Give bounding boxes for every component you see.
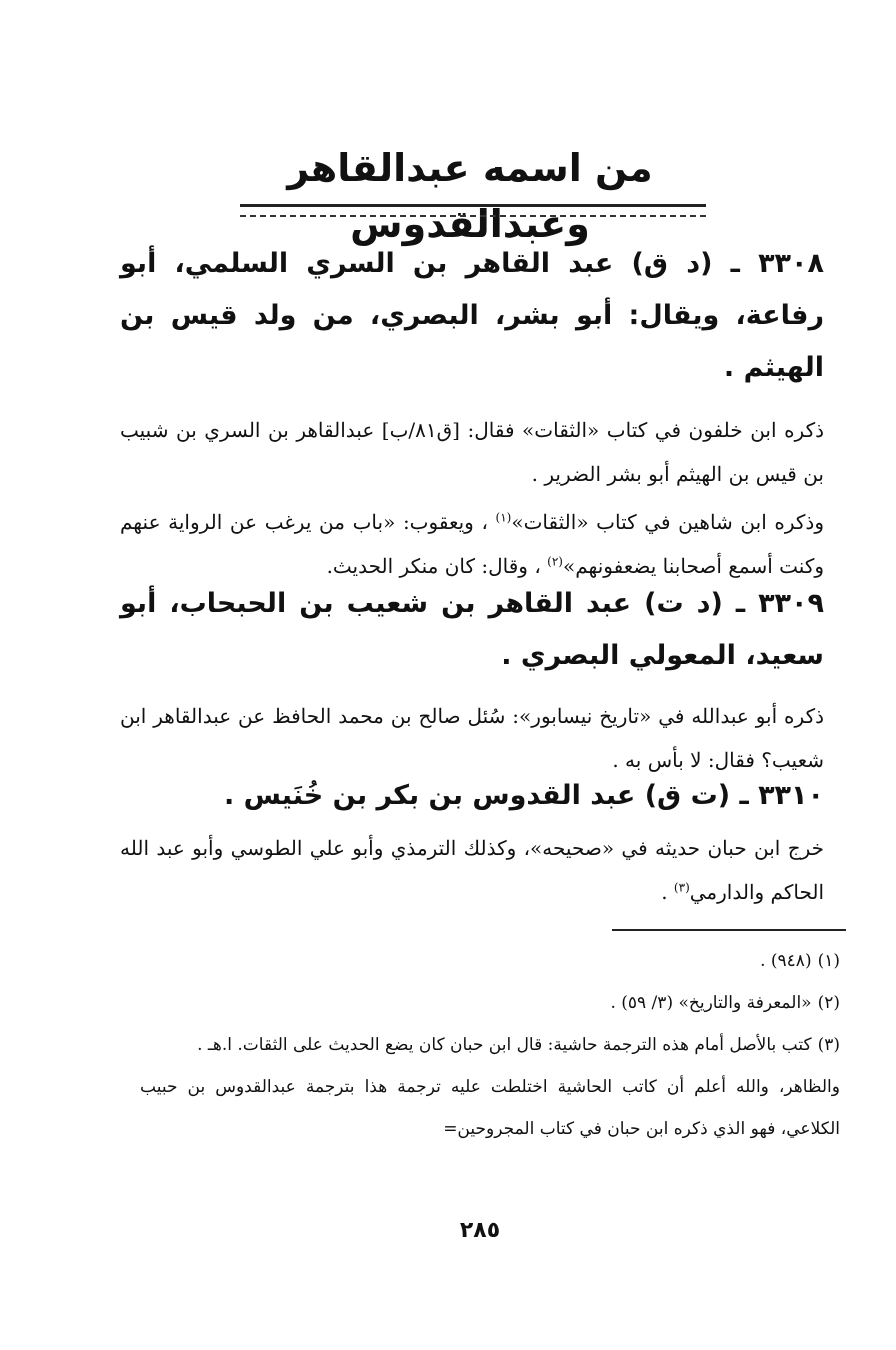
entry-paragraph [120, 826, 824, 914]
paragraph-text: ، وقال: كان منكر الحديث. [326, 554, 548, 578]
footnote-marker: (٣) [673, 880, 690, 895]
entry-3309 [120, 578, 824, 782]
entry-3308 [120, 238, 824, 588]
entry-paragraph: ذكره أبو عبدالله في «تاريخ نيسابور»: سُئل صالح بن محمد الحافظ عن عبدالقاهر ابن شعيب؟ فقال: لا بأس به . [120, 704, 824, 772]
footnote-number: (٢) [817, 993, 840, 1013]
footnote-item [140, 982, 840, 1024]
entry-paragraph: ذكره ابن خلفون في كتاب «الثقات» فقال: [ق٨١/ب] عبدالقاهر بن السري بن شبيب بن قيس بن الهيثم أبو بشر الضرير . [120, 418, 825, 486]
footnote-text: «المعرفة والتاريخ» (٣/ ٥٩) . [610, 993, 812, 1013]
entry-heading: ٣٣٠٩ ـ (د ت) عبد القاهر بن شعيب بن الحبحاب، أبو سعيد، المعولي البصري . [120, 588, 824, 671]
chapter-title: من اسمه عبدالقاهر وعبدالقدوس [287, 146, 653, 246]
footnote-marker: (١) [495, 510, 512, 525]
footnotes [140, 940, 840, 1150]
footnote-item [140, 940, 840, 982]
paragraph-text: خرج ابن حبان حديثه في «صحيحه»، وكذلك الترمذي وأبو علي الطوسي وأبو عبد الله الحاكم والدارمي [120, 836, 824, 904]
entry-3310 [120, 770, 824, 914]
paragraph-text: وذكره ابن شاهين في كتاب «الثقات» [511, 510, 824, 534]
entry-paragraph [120, 500, 824, 588]
page-number: ٢٨٥ [459, 1218, 501, 1243]
footnote-continuation: والظاهر، والله أعلم أن كاتب الحاشية اختلطت عليه ترجمة هذا بترجمة عبدالقدوس بن حبيب الكلاعي، فهو الذي ذكره ابن حبان في كتاب المجروحين= [140, 1077, 840, 1139]
footnote-text: (٩٤٨) . [760, 951, 812, 971]
paragraph-text: . [661, 880, 674, 904]
entry-heading: ٣٣١٠ ـ (ت ق) عبد القدوس بن بكر بن خُنَيس . [223, 780, 824, 811]
footnote-marker: (٢) [547, 554, 563, 569]
footnote-separator [612, 929, 846, 931]
footnote-text: كتب بالأصل أمام هذه الترجمة حاشية: قال ابن حبان كان يضع الحديث على الثقات. ا.هـ . [197, 1035, 812, 1055]
footnote-number: (٣) [817, 1035, 840, 1055]
footnote-item [140, 1024, 840, 1066]
entry-heading: ٣٣٠٨ ـ (د ق) عبد القاهر بن السري السلمي، أبو رفاعة، ويقال: أبو بشر، البصري، من ولد قيس بن الهيثم . [120, 248, 824, 383]
footnote-number: (١) [817, 951, 840, 971]
paragraph-text: ، ويعقوب: «باب من يرغب عن الرواية عنهم وكنت أسمع أصحابنا يضعفونهم» [120, 510, 824, 578]
title-underline [240, 204, 706, 217]
